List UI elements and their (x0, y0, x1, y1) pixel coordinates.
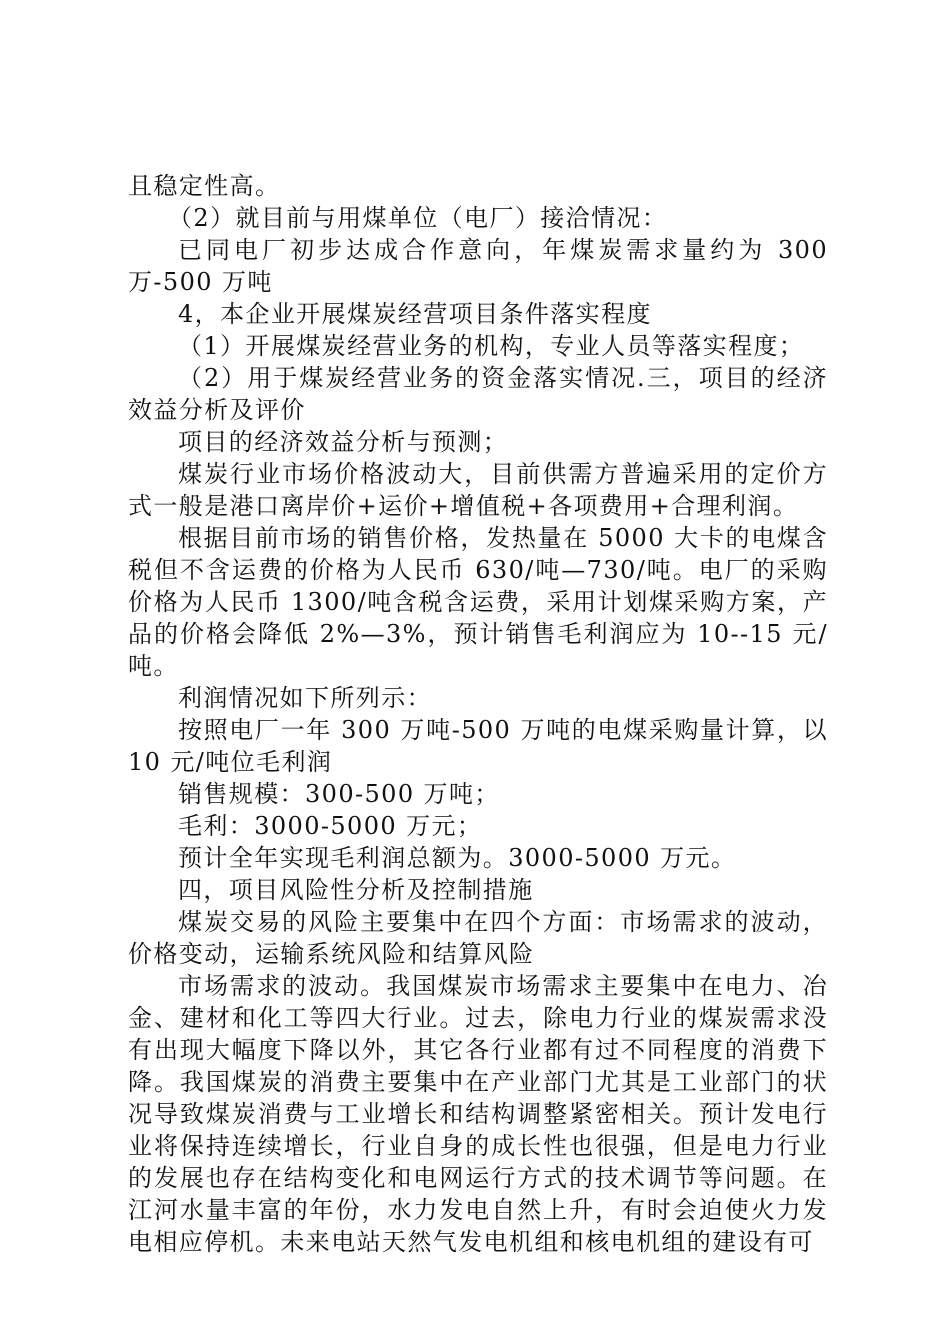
paragraph-7: 项目的经济效益分析与预测； (178, 428, 509, 456)
paragraph-2: （2）就目前与用煤单位（电厂）接洽情况： (168, 204, 668, 232)
paragraph-5: （1）开展煤炭经营业务的机构，专业人员等落实程度； (178, 332, 805, 360)
paragraph-10: 利润情况如下所列示： (178, 684, 432, 712)
paragraph-15: 四，项目风险性分析及控制措施 (178, 876, 534, 904)
paragraph-11: 按照电厂一年 300 万吨-500 万吨的电煤采购量计算，以 10 元/吨位毛利润 (128, 716, 828, 776)
paragraph-6: （2）用于煤炭经营业务的资金落实情况.三，项目的经济效益分析及评价 (128, 364, 828, 424)
paragraph-3: 已同电厂初步达成合作意向，年煤炭需求量约为 300 万-500 万吨 (128, 236, 828, 296)
paragraph-4: 4，本企业开展煤炭经营项目条件落实程度 (178, 300, 652, 328)
paragraph-13: 毛利：3000-5000 万元； (178, 812, 483, 840)
paragraph-17: 市场需求的波动。我国煤炭市场需求主要集中在电力、冶金、建材和化工等四大行业。过去，除电力行业的煤炭需求没有出现大幅度下降以外，其它各行业都有过不同程度的消费下降。我国煤炭的消费主要集中在产业部门尤其是工业部门的状况导致煤炭消费与工业增长和结构调整紧密相关。预计发电行业将保持连续增长，行业自身的成长性也很强，但是电力行业的发展也存在结构变化和电网运行方式的技术调节等问题。在江河水量丰富的年份，水力发电自然上升，有时会迫使火力发电相应停机。未来电站天然气发电机组和核电机组的建设有可 (128, 972, 828, 1256)
paragraph-14: 预计全年实现毛利润总额为。3000-5000 万元。 (178, 844, 737, 872)
paragraph-1: 且稳定性高。 (128, 172, 281, 200)
paragraph-9: 根据目前市场的销售价格，发热量在 5000 大卡的电煤含税但不含运费的价格为人民币 630/吨—730/吨。电厂的采购价格为人民币 1300/吨含税含运费，采用计划煤采购方案，产品的价格会降低 2%—3%，预计销售毛利润应为 10--15 元/吨。 (128, 524, 828, 680)
paragraph-16: 煤炭交易的风险主要集中在四个方面：市场需求的波动，价格变动，运输系统风险和结算风险 (128, 908, 828, 968)
paragraph-12: 销售规模：300-500 万吨； (178, 780, 500, 808)
paragraph-8: 煤炭行业市场价格波动大，目前供需方普遍采用的定价方式一般是港口离岸价+运价+增值税+各项费用+合理利润。 (128, 460, 828, 520)
document-body (128, 170, 828, 1258)
